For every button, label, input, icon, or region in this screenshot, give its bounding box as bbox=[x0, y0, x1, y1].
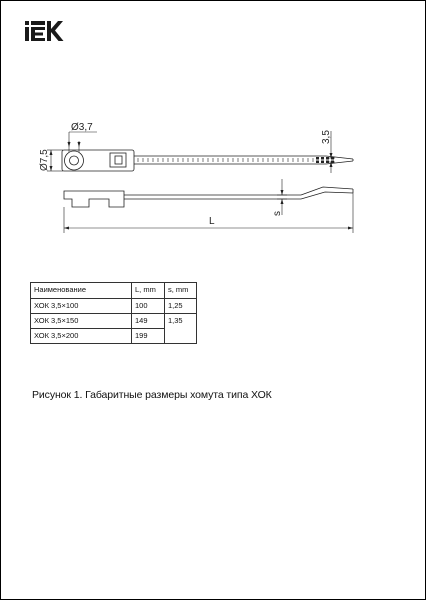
table-row bbox=[31, 314, 197, 329]
row-thickness: 1,25 bbox=[165, 299, 197, 314]
dim-length-label: L bbox=[209, 216, 215, 227]
figure-caption: Рисунок 1. Габаритные размеры хомута типа ХОК bbox=[32, 389, 272, 401]
header-thickness: s, mm bbox=[165, 283, 197, 299]
dim-hole-label: Ø3,7 bbox=[71, 122, 93, 133]
dim-tip-label: 3,5 bbox=[321, 130, 332, 144]
dim-head-label: Ø7,5 bbox=[39, 149, 50, 171]
row-length: 100 bbox=[132, 299, 165, 314]
row-length: 199 bbox=[132, 329, 165, 344]
row-thickness: 1,35 bbox=[165, 314, 197, 344]
dim-thickness-label: s bbox=[272, 211, 283, 216]
row-name: ХОК 3,5×150 bbox=[31, 314, 132, 329]
tie-head-ring bbox=[65, 151, 84, 170]
tie-lock-pawl bbox=[115, 156, 122, 164]
spec-table bbox=[30, 282, 197, 344]
row-length: 149 bbox=[132, 314, 165, 329]
iek-logo bbox=[25, 21, 73, 41]
spec-table-header bbox=[31, 283, 197, 299]
cable-tie-drawing bbox=[1, 101, 426, 251]
row-name: ХОК 3,5×100 bbox=[31, 299, 132, 314]
table-row bbox=[31, 299, 197, 314]
tie-head-hole bbox=[70, 156, 79, 165]
tie-lock-outline bbox=[110, 153, 126, 167]
row-name: ХОК 3,5×200 bbox=[31, 329, 132, 344]
tie-head-side bbox=[64, 191, 124, 207]
header-name: Наименование bbox=[31, 283, 132, 299]
header-length: L, mm bbox=[132, 283, 165, 299]
